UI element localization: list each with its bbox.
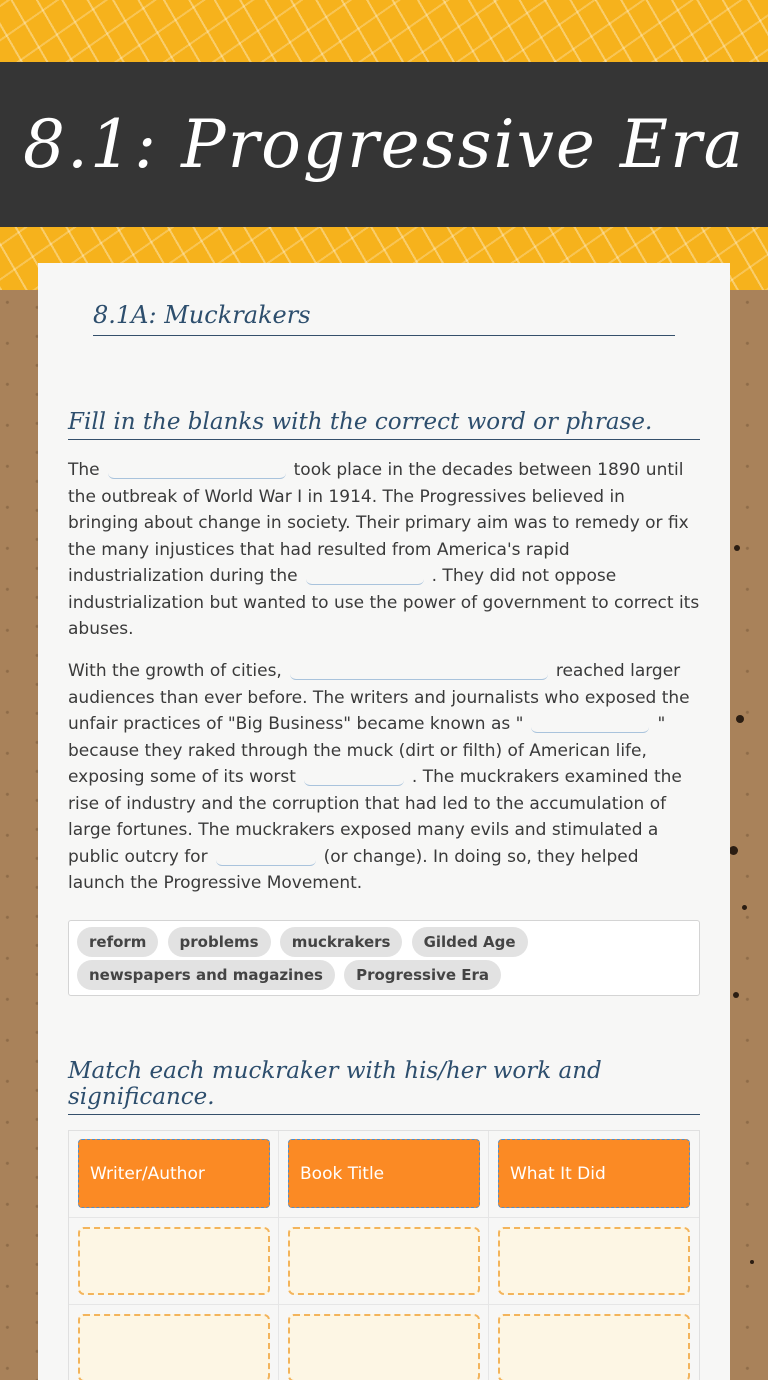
page-title: 8.1: Progressive Era <box>23 106 745 183</box>
word-chip[interactable]: newspapers and magazines <box>77 960 335 990</box>
blank-input[interactable] <box>531 713 649 733</box>
match-cell <box>279 1305 489 1380</box>
title-bar <box>0 62 768 227</box>
blank-input[interactable] <box>304 766 404 786</box>
drop-zone[interactable] <box>78 1227 270 1295</box>
header-cell <box>69 1131 279 1218</box>
match-cell <box>69 1305 279 1380</box>
paragraph-1: The took place in the decades between 1890 until the outbreak of World War I in 1914. The Progressives believed in bringing about change in society. Their primary aim was to remedy or fix the many injustices that had resulted from America's rapid industrialization during the . They did not oppose industrialization but wanted to use the power of government to correct its abuses. <box>68 460 700 639</box>
worksheet <box>38 263 730 1380</box>
match-cell <box>279 1218 489 1305</box>
match-cell <box>489 1305 699 1380</box>
match-instruction: Match each muckraker with his/her work and significance. <box>68 1058 700 1115</box>
drop-zone[interactable] <box>498 1227 690 1295</box>
match-cell <box>489 1218 699 1305</box>
section-title: 8.1A: Muckrakers <box>93 301 311 329</box>
match-grid <box>68 1130 700 1380</box>
blank-input[interactable] <box>306 565 424 585</box>
drop-zone[interactable] <box>498 1314 690 1380</box>
paragraph-2: With the growth of cities, reached larger audiences than ever before. The writers and journalists who exposed the unfair practices of "Big Business" became known as " " because they raked through the muck (dirt or filth) of American life, exposing some of its worst . The muckrakers examined the rise of industry and the corruption that had led to the accumulation of large fortunes. The muckrakers exposed many evils and stimulated a public outcry for (or change). In doing so, they helped launch the Progressive Movement. <box>68 661 690 893</box>
drop-zone[interactable] <box>78 1314 270 1380</box>
fill-in-instruction: Fill in the blanks with the correct word or phrase. <box>68 409 700 440</box>
blank-input[interactable] <box>290 660 548 680</box>
header-what-it-did: What It Did <box>498 1139 690 1208</box>
header-cell <box>279 1131 489 1218</box>
drop-zone[interactable] <box>288 1227 480 1295</box>
word-bank <box>68 920 700 996</box>
section-header <box>93 301 675 336</box>
word-chip[interactable]: Progressive Era <box>344 960 501 990</box>
header-book-title: Book Title <box>288 1139 480 1208</box>
word-chip[interactable]: Gilded Age <box>412 927 528 957</box>
blank-input[interactable] <box>108 459 286 479</box>
header-writer: Writer/Author <box>78 1139 270 1208</box>
word-chip[interactable]: reform <box>77 927 158 957</box>
drop-zone[interactable] <box>288 1314 480 1380</box>
blank-input[interactable] <box>216 846 316 866</box>
match-cell <box>69 1218 279 1305</box>
word-chip[interactable]: problems <box>168 927 271 957</box>
word-chip[interactable]: muckrakers <box>280 927 403 957</box>
header-cell <box>489 1131 699 1218</box>
